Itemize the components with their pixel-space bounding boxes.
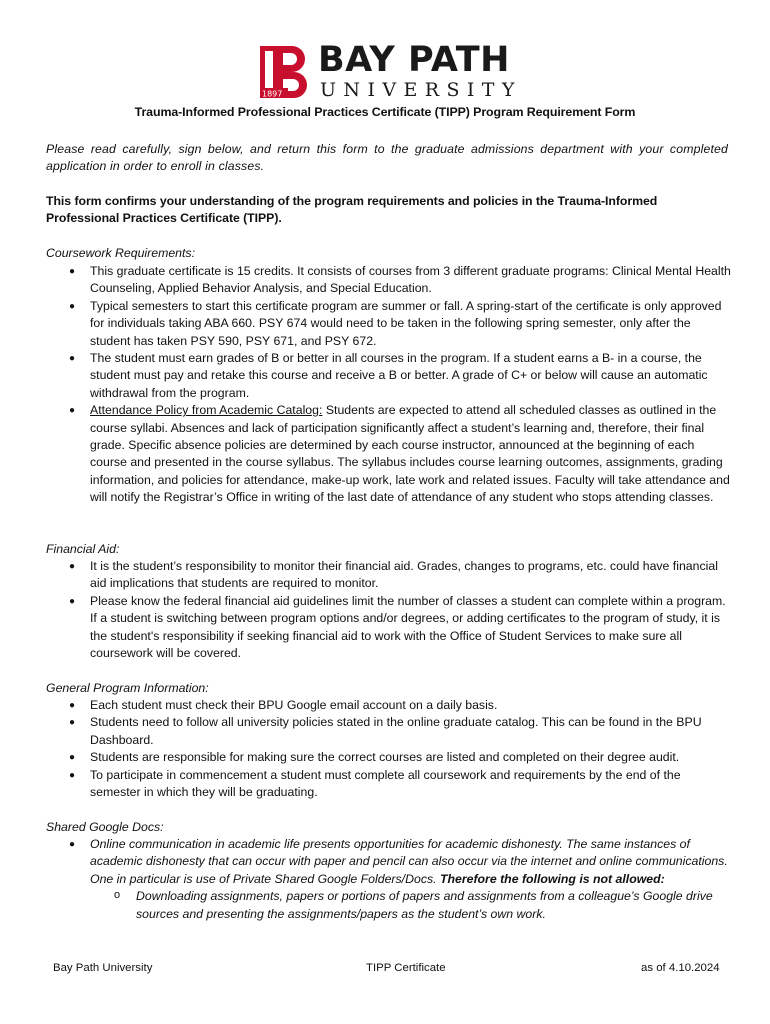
- list-item: ● Please know the federal financial aid guidelines limit the number of classes a student can complete within a program. If a student is switching between program options and/or degrees, or adding certificates to the program of study, it is the student's responsibility if seeking financial aid to work with the Office of Student Services to make sure all coursework will be covered.: [46, 593, 732, 663]
- not-allowed-list: [90, 888, 732, 923]
- logo-word-bay-path: BAY PATH: [318, 40, 510, 80]
- attendance-policy-label: Attendance Policy from Academic Catalog:: [90, 403, 323, 418]
- list-item: ● Each student must check their BPU Google email account on a daily basis.: [46, 697, 732, 714]
- coursework-list: [46, 263, 732, 507]
- list-item: [46, 402, 732, 506]
- financial-aid-list: [46, 558, 732, 662]
- list-item: ● Typical semesters to start this certificate program are summer or fall. A spring-start of the certificate is only approved for individuals taking ABA 660. PSY 674 would need to be taken in the following spring semester, only after the student has taken PSY 590, PSY 671, and PSY 672.: [46, 298, 732, 350]
- footer-right: as of 4.10.2024: [641, 962, 720, 974]
- list-item: o Downloading assignments, papers or portions of papers and assignments from a colleague’s Google drive sources and presenting the assignments/papers as the student’s own work.: [90, 888, 732, 923]
- shared-docs-heading: Shared Google Docs:: [46, 820, 164, 834]
- financial-aid-heading: Financial Aid:: [46, 542, 120, 556]
- shared-docs-list: [46, 836, 732, 923]
- attendance-policy-text: Students are expected to attend all scheduled classes as outlined in the course syllabi. Absences and lack of participation significantly affect a student’s learning and, therefore, their final grade. Specific absence policies are determined by each course instructor, announced at the beginning of each course and presented in the course syllabus. The syllabus includes course learning outcomes, assignments, grading information, and policies for attendance, make-up work, late work and related issues. Faculty will take attendance and will notify the Registrar’s Office in writing of the last date of attendance of any student who stops attending classes.: [90, 403, 730, 505]
- list-item: ● To participate in commencement a student must complete all coursework and requirements by the end of the semester in which they will be graduating.: [46, 767, 732, 802]
- bay-path-university-logo: [258, 40, 522, 102]
- intro-paragraph: Please read carefully, sign below, and return this form to the graduate admissions department with your completed application in order to enroll in classes.: [46, 142, 728, 174]
- list-item: ● It is the student’s responsibility to monitor their financial aid. Grades, changes to programs, etc. could have financial aid implications that students are required to monitor.: [46, 558, 732, 593]
- coursework-heading: Coursework Requirements:: [46, 246, 195, 260]
- footer-left: Bay Path University: [53, 962, 153, 974]
- bpu-monogram-icon: [258, 44, 314, 100]
- logo-word-university: UNIVERSITY: [320, 79, 522, 101]
- list-item: ● This graduate certificate is 15 credits. It consists of courses from 3 different graduate programs: Clinical Mental Health Counseling, Applied Behavior Analysis, and Special Education.: [46, 263, 732, 298]
- list-item: ● Students need to follow all university policies stated in the online graduate catalog. This can be found in the BPU Dashboard.: [46, 714, 732, 749]
- footer-center: TIPP Certificate: [366, 962, 446, 974]
- list-item: [46, 836, 732, 923]
- general-info-list: [46, 697, 732, 801]
- not-allowed-statement: Therefore the following is not allowed:: [439, 871, 665, 886]
- list-item: ● The student must earn grades of B or better in all courses in the program. If a student earns a B- in a course, the student must pay and retake this course and receive a B or better. A grade of C+ or below will cause an automatic withdrawal from the program.: [46, 350, 732, 402]
- confirmation-statement: This form confirms your understanding of the program requirements and policies in the Trauma-Informed Professional Practices Certificate (TIPP).: [46, 194, 658, 226]
- general-info-heading: General Program Information:: [46, 681, 209, 695]
- list-item: ● Students are responsible for making sure the correct courses are listed and completed on their degree audit.: [46, 749, 732, 766]
- logo-year: 1897: [262, 89, 283, 99]
- shared-docs-text: Online communication in academic life presents opportunities for academic dishonesty. The same instances of academic dishonesty that can occur with paper and pencil can also occur via the internet and online communications. One in particular is use of Private Shared Google Folders/Docs.: [90, 837, 728, 886]
- form-title: Trauma-Informed Professional Practices Certificate (TIPP) Program Requirement Form: [134, 105, 636, 119]
